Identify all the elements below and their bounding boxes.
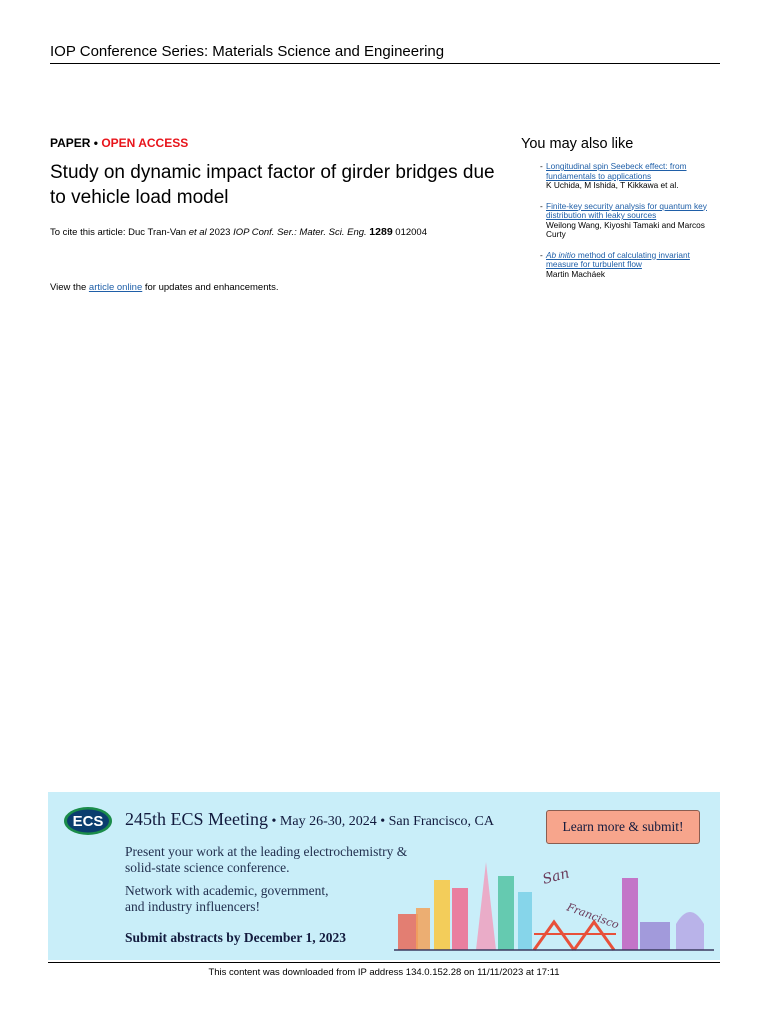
citation-journal: IOP Conf. Ser.: Mater. Sci. Eng. [233, 227, 367, 238]
journal-header: IOP Conference Series: Materials Science and Engineering [50, 43, 720, 64]
paper-type-line [50, 136, 188, 150]
citation-line [50, 226, 427, 239]
banner-line-2: solid-state science conference. [125, 860, 290, 875]
related-link-2[interactable]: Finite-key security analysis for quantum key distribution with leaky sources [546, 200, 707, 220]
citation-year: 2023 [206, 227, 234, 238]
open-access-badge: OPEN ACCESS [101, 136, 189, 150]
related-list [521, 162, 721, 279]
ecs-logo-text: ECS [72, 813, 104, 830]
skyline-script-san: San [540, 865, 572, 888]
related-heading: You may also like [521, 136, 634, 152]
banner-deadline: Submit abstracts by December 1, 2023 [125, 930, 346, 945]
citation-prefix: To cite this article: Duc Tran-Van [50, 227, 189, 238]
related-authors-3: Martin Macháek [546, 268, 606, 279]
separator: • [90, 136, 102, 150]
banner-line-3: Network with academic, government, [125, 883, 329, 898]
ecs-meeting-banner[interactable] [48, 792, 720, 960]
citation-volume: 1289 [369, 226, 393, 238]
citation-article: 012004 [395, 227, 427, 238]
banner-line-4: and industry influencers! [125, 899, 260, 914]
san-francisco-skyline-illustration [394, 852, 714, 952]
related-link-3[interactable] [546, 250, 690, 270]
citation-etal: et al [188, 227, 207, 238]
banner-line-1: Present your work at the leading electrochemistry & [125, 844, 408, 859]
view-online-line [50, 282, 279, 293]
related-link-1[interactable]: Longitudinal spin Seebeck effect: from fundamentals to applications [546, 161, 687, 181]
related-item: - Ab initio method of calculating invariant measure for turbulent flow Martin Macháek [521, 251, 721, 280]
banner-dates: • May 26-30, 2024 • San Francisco, CA [268, 814, 495, 829]
banner-headline [125, 809, 494, 830]
related-link-3-italic: Ab initio [546, 249, 576, 260]
related-link-3-rest: method of calculating invariant measure for turbulent flow [546, 249, 690, 269]
related-authors-1: K Uchida, M Ishida, T Kikkawa et al. [546, 180, 679, 190]
view-after: for updates and enhancements. [142, 282, 279, 293]
related-authors-2: Weilong Wang, Kiyoshi Tamaki and Marcos Curty [546, 219, 705, 239]
view-before: View the [50, 282, 89, 293]
ecs-logo-icon [62, 804, 114, 838]
paper-label: PAPER [50, 136, 91, 150]
related-item: - Finite-key security analysis for quantum key distribution with leaky sources Weilong Wang, Kiyoshi Tamaki and Marcos Curty [521, 202, 721, 240]
related-item: - Longitudinal spin Seebeck effect: from fundamentals to applications K Uchida, M Ishida, T Kikkawa et al. [521, 162, 721, 191]
related-articles-panel [521, 136, 721, 290]
banner-meeting: 245th ECS Meeting [125, 809, 268, 829]
skyline-script-francisco: Francisco [564, 900, 621, 932]
download-footer: This content was downloaded from IP address 134.0.152.28 on 11/11/2023 at 17:11 [48, 962, 720, 978]
learn-more-button[interactable]: Learn more & submit! [546, 810, 700, 844]
article-online-link[interactable]: article online [88, 282, 143, 293]
article-title: Study on dynamic impact factor of girder bridges due to vehicle load model [50, 162, 495, 208]
